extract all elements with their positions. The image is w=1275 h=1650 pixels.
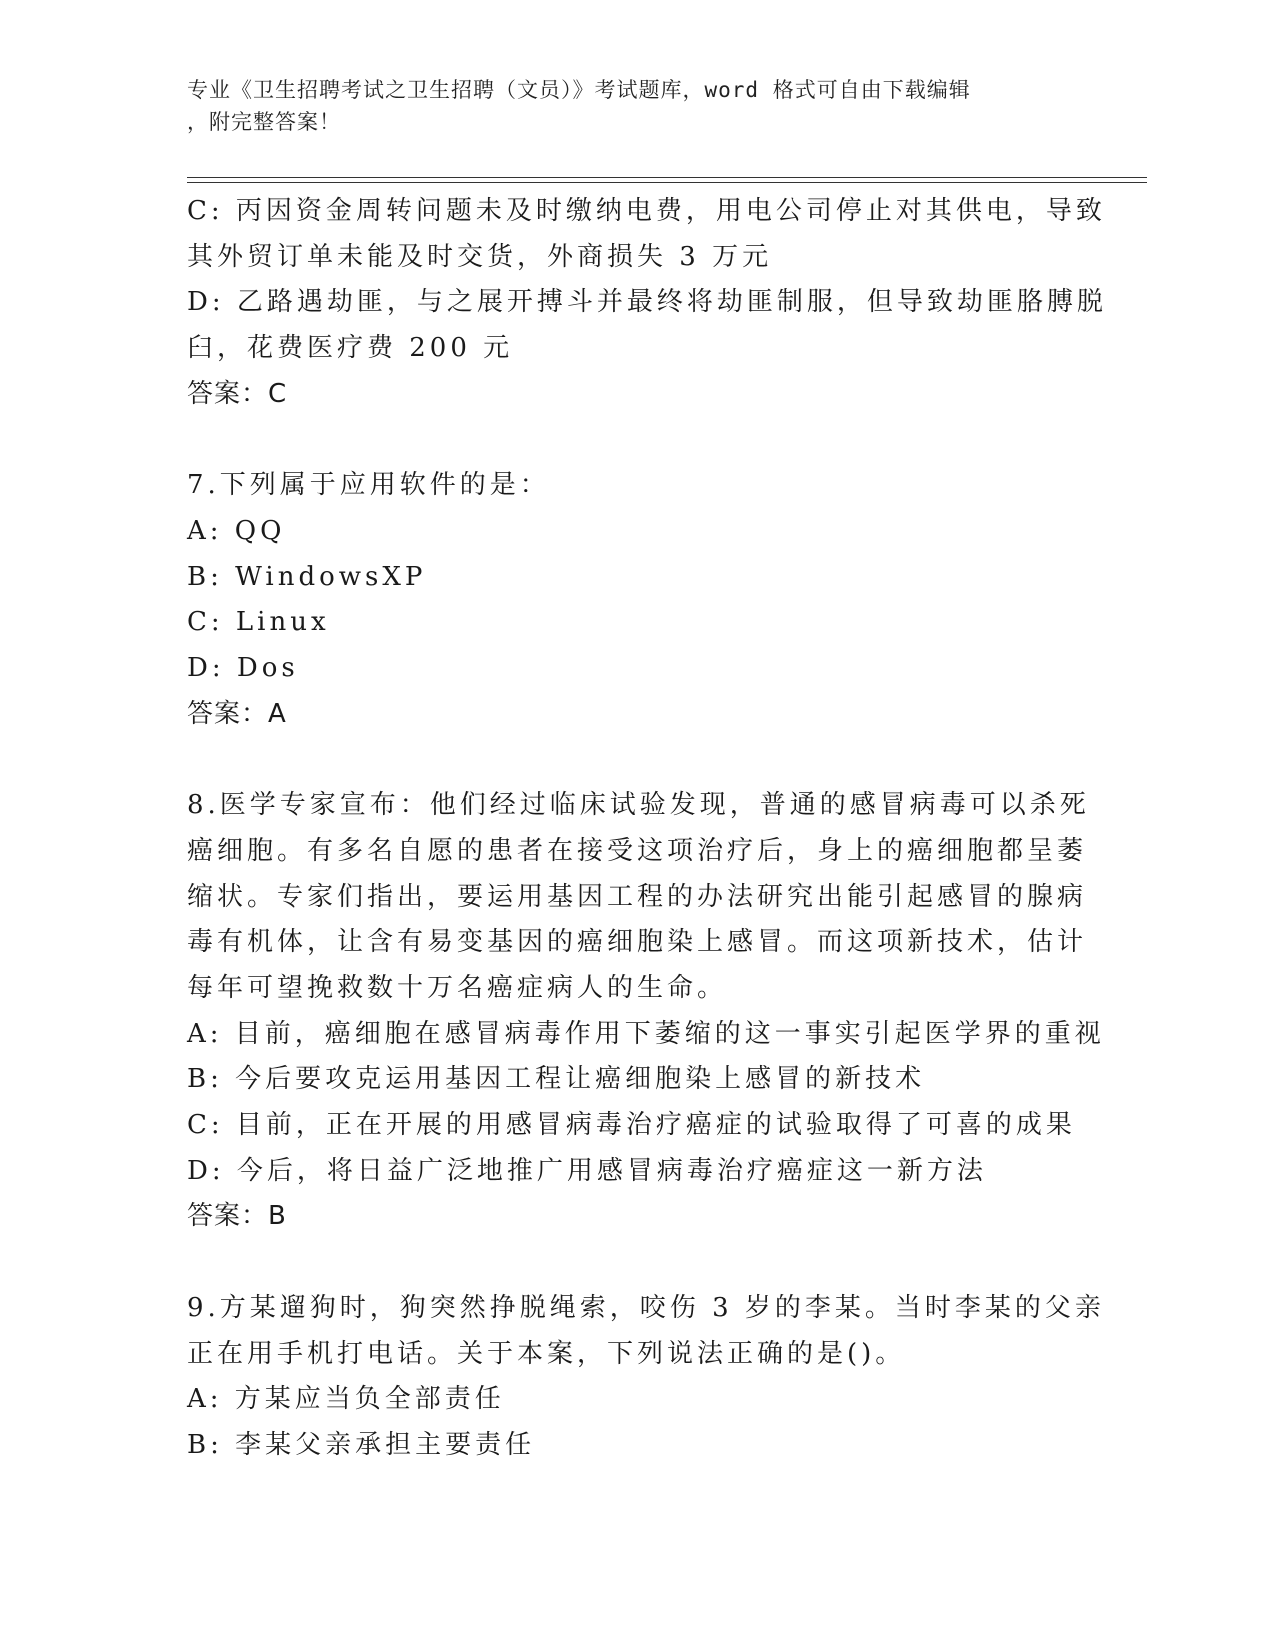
q6-option-c-line-1: C: 丙因资金周转问题未及时缴纳电费，用电公司停止对其供电，导致 [187,196,1106,226]
header-line-2: ，附完整答案！ [187,110,341,134]
page-header [187,74,1067,138]
q8-stem-line-4: 毒有机体，让含有易变基因的癌细胞染上感冒。而这项新技术，估计 [187,927,1088,958]
q7-option-b: B: WindowsXP [187,561,427,592]
header-rule-top [187,177,1147,178]
q8-option-b: B: 今后要攻克运用基因工程让癌细胞染上感冒的新技术 [187,1064,926,1095]
q9-stem-line-1: 9.方某遛狗时，狗突然挣脱绳索，咬伤 3 岁的李某。当时李某的父亲 [187,1292,1105,1323]
q7-answer: 答案：A [187,698,287,729]
q9-option-b: B: 李某父亲承担主要责任 [187,1429,536,1460]
q8-answer: 答案：B [187,1201,287,1232]
q9-stem-line-2: 正在用手机打电话。关于本案，下列说法正确的是()。 [187,1338,906,1369]
q7-stem: 7.下列属于应用软件的是： [187,470,550,501]
q7-option-a: A: QQ [187,515,286,546]
q8-stem-line-3: 缩状。专家们指出，要运用基因工程的办法研究出能引起感冒的腺病 [187,881,1088,912]
q6-answer: 答案：C [187,378,288,409]
q8-option-c: C: 目前，正在开展的用感冒病毒治疗癌症的试验取得了可喜的成果 [187,1110,1076,1141]
q8-stem-line-1: 8.医学专家宣布：他们经过临床试验发现，普通的感冒病毒可以杀死 [187,790,1090,821]
q8-stem-line-5: 每年可望挽救数十万名癌症病人的生命。 [187,972,728,1003]
q7-option-d: D: Dos [187,653,299,684]
header-rule-bottom [187,182,1147,183]
q9-option-a: A: 方某应当负全部责任 [187,1384,505,1415]
q6-option-d-line-1: D: 乙路遇劫匪，与之展开搏斗并最终将劫匪制服，但导致劫匪胳膊脱 [187,287,1107,318]
q8-option-a: A: 目前，癌细胞在感冒病毒作用下萎缩的这一事实引起医学界的重视 [187,1018,1105,1049]
q8-stem-line-2: 癌细胞。有多名自愿的患者在接受这项治疗后，身上的癌细胞都呈萎 [187,835,1088,866]
q7-option-c: C: Linux [187,607,330,638]
question-content [187,189,1107,1469]
header-line-1: 专业《卫生招聘考试之卫生招聘（文员）》考试题库，word 格式可自由下载编辑 [187,78,971,102]
q6-option-c-line-2: 其外贸订单未能及时交货，外商损失 3 万元 [187,241,773,272]
q6-option-d-line-2: 臼，花费医疗费 200 元 [187,333,514,364]
q8-option-d: D: 今后，将日益广泛地推广用感冒病毒治疗癌症这一新方法 [187,1155,987,1186]
spacer [187,418,1087,464]
spacer [187,1240,1087,1286]
spacer [187,737,1087,783]
